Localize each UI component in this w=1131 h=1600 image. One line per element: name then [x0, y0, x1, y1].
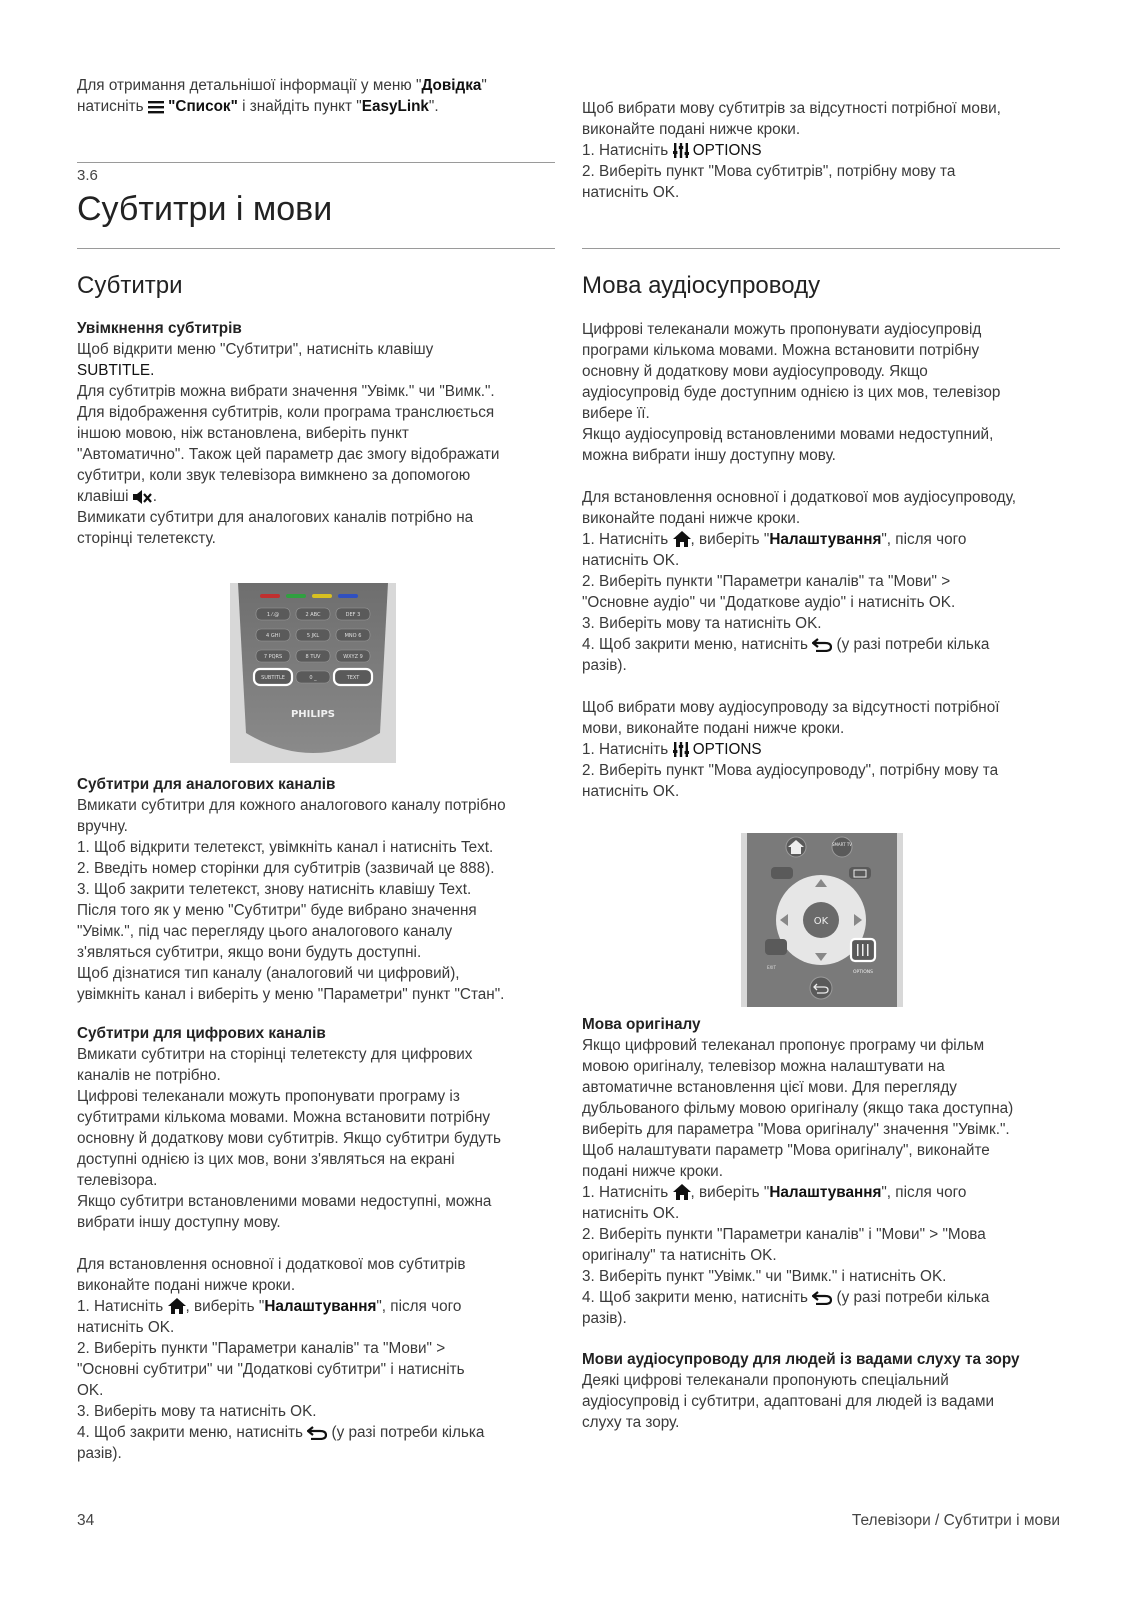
remote-subtitle-image [230, 583, 396, 763]
au-line-back: 4. Щоб закрити меню, натисніть (у разі потреби кілька [582, 636, 990, 653]
s1-line: іншою мовою, ніж встановлена, виберіть пункт [77, 425, 409, 442]
s3-line: основну й додаткову мови субтитрів. Якщо субтитри будуть [77, 1130, 502, 1147]
s3-line-home: 1. Натисніть , виберіть "Налаштування", після чого [77, 1298, 462, 1315]
remote-key-label: 8 TUV [305, 654, 321, 660]
intro-line-2: натисніть "Список" і знайдіть пункт "EasyLink". [77, 98, 439, 115]
or-line-home: 1. Натисніть , виберіть "Налаштування", після чого [582, 1184, 967, 1201]
s2-line: вручну. [77, 818, 128, 835]
remote-key-label: 2 ABC [305, 612, 321, 618]
s3-line: Для встановлення основної і додаткової мов субтитрів [77, 1256, 466, 1273]
footer-breadcrumb: Телевізори / Субтитри і мови [851, 1512, 1060, 1529]
remote-key-label: 7 PQRS [263, 654, 283, 660]
s3-line: вибрати іншу доступну мову. [77, 1214, 281, 1231]
remote-key-label: 1 ⁄.@ [266, 612, 280, 618]
au-line: натисніть OK. [582, 783, 680, 800]
au-line: можна вибрати іншу доступну мову. [582, 447, 836, 464]
s3-line: "Основні субтитри" чи "Додаткові субтитри" і натисніть [77, 1361, 465, 1378]
or-line: мовою оригіналу, телевізор можна налаштувати на [582, 1058, 945, 1075]
section-rule-top [77, 162, 555, 163]
remote-key-label: DEF 3 [345, 612, 361, 618]
remote-key-label: 5 JKL [306, 633, 320, 639]
s2-line: 3. Щоб закрити телетекст, знову натисніть клавішу Text. [77, 881, 472, 898]
s2-line: 1. Щоб відкрити телетекст, увімкніть канал і натисніть Text. [77, 839, 494, 856]
s3-line: доступні однією із цих мов, вони з'являться на екрані [77, 1151, 455, 1168]
or-line: дубльованого фільму мовою оригіналу (якщо така доступна) [582, 1100, 1014, 1117]
or-line: разів). [582, 1310, 627, 1327]
s2-line: з'являться субтитри, якщо вони будуть доступні. [77, 944, 422, 961]
au-line: Для встановлення основної і додаткової мов аудіосупроводу, [582, 489, 1016, 506]
au-line: вибере її. [582, 405, 650, 422]
digital-subtitles-title: Субтитри для цифрових каналів [77, 1025, 326, 1042]
back-icon [812, 1291, 832, 1305]
s1-line: Щоб відкрити меню "Субтитри", натисніть клавішу [77, 341, 434, 358]
s2-line: увімкніть канал і виберіть у меню "Параметри" пункт "Стан". [77, 986, 505, 1003]
s1-line: Для відображення субтитрів, коли програма транслюється [77, 404, 495, 421]
au-line: 2. Виберіть пункти "Параметри каналів" та "Мови" > [582, 573, 951, 590]
au-line-home: 1. Натисніть , виберіть "Налаштування", після чого [582, 531, 967, 548]
s3-line: Вмикати субтитри на сторінці телетексту для цифрових [77, 1046, 473, 1063]
back-icon [812, 638, 832, 652]
s1-line-mute: клавіші . [77, 488, 157, 505]
or-line: виберіть для параметра "Мова оригіналу" значення "Увімк.". [582, 1121, 1010, 1138]
au-line: мови, виконайте подані нижче кроки. [582, 720, 845, 737]
au-line: 3. Виберіть мову та натисніть OK. [582, 615, 822, 632]
imp-line: слуху та зору. [582, 1414, 680, 1431]
s1-line: сторінці телетексту. [77, 530, 216, 547]
s3-line: субтитрами кількома мовами. Можна встановити потрібну [77, 1109, 491, 1126]
original-language-title: Мова оригіналу [582, 1016, 701, 1033]
or-line-back: 4. Щоб закрити меню, натисніть (у разі потреби кілька [582, 1289, 990, 1306]
s2-line: "Увімк.", під час перегляду цього аналогового каналу [77, 923, 453, 940]
au-line-options: 1. Натисніть OPTIONS [582, 741, 762, 758]
s2-line: 2. Введіть номер сторінки для субтитрів (зазвичай це 888). [77, 860, 495, 877]
au-line: основну й додаткову мови аудіосупроводу. Якщо [582, 363, 928, 380]
right-rule [582, 248, 1060, 249]
imp-line: Деякі цифрові телеканали пропонують спеціальний [582, 1372, 949, 1389]
subtitles-on-title: Увімкнення субтитрів [77, 320, 242, 337]
s2-line: Щоб дізнатися тип каналу (аналоговий чи цифровий), [77, 965, 460, 982]
s3-line: 2. Виберіть пункти "Параметри каналів" та "Мови" > [77, 1340, 446, 1357]
au-line: натисніть OK. [582, 552, 680, 569]
rt-line: виконайте подані нижче кроки. [582, 121, 801, 138]
or-line: оригіналу" та натисніть OK. [582, 1247, 777, 1264]
or-line: подані нижче кроки. [582, 1163, 723, 1180]
heading-subtitles: Субтитри [77, 272, 183, 299]
au-line: аудіосупровід буде доступним однією із цих мов, телевізор [582, 384, 1001, 401]
or-line: автоматичне встановлення цієї мови. Для перегляду [582, 1079, 957, 1096]
s3-line: Якщо субтитри встановленими мовами недоступні, можна [77, 1193, 492, 1210]
s2-line: Вмикати субтитри для кожного аналогового каналу потрібно [77, 797, 506, 814]
s1-line: SUBTITLE. [77, 362, 155, 379]
list-icon [148, 100, 164, 114]
home-icon [168, 1298, 186, 1314]
section-rule-bottom [77, 248, 555, 249]
or-line: 3. Виберіть пункт "Увімк." чи "Вимк." і натисніть OK. [582, 1268, 947, 1285]
s1-line: "Автоматично". Також цей параметр дає змогу відображати [77, 446, 500, 463]
page-number: 34 [77, 1512, 95, 1529]
section-number: 3.6 [77, 167, 98, 184]
home-icon [673, 1184, 691, 1200]
ok-key-label: OK [813, 916, 829, 927]
or-line: натисніть OK. [582, 1205, 680, 1222]
heading-audio-language: Мова аудіосупроводу [582, 272, 821, 299]
options-icon [673, 143, 689, 158]
remote-options-image [741, 833, 903, 1007]
or-line: Щоб налаштувати параметр "Мова оригіналу", виконайте [582, 1142, 990, 1159]
s1-line: Вимикати субтитри для аналогових каналів потрібно на [77, 509, 474, 526]
au-line: Цифрові телеканали можуть пропонувати аудіосупровід [582, 321, 982, 338]
s3-line: виконайте подані нижче кроки. [77, 1277, 296, 1294]
section-title: Субтитри і мови [77, 190, 333, 228]
rt-line: натисніть OK. [582, 184, 680, 201]
s3-line: каналів не потрібно. [77, 1067, 221, 1084]
or-line: 2. Виберіть пункти "Параметри каналів" і "Мови" > "Мова [582, 1226, 986, 1243]
rt-line-options: 1. Натисніть OPTIONS [582, 142, 762, 159]
rt-line: 2. Виберіть пункт "Мова субтитрів", потрібну мову та [582, 163, 956, 180]
au-line: "Основне аудіо" чи "Додаткове аудіо" і натисніть OK. [582, 594, 956, 611]
remote-key-label: TEXT [346, 675, 360, 681]
analog-subtitles-title: Субтитри для аналогових каналів [77, 776, 336, 793]
remote-key-label: MNO 6 [344, 633, 362, 639]
intro-line-1: Для отримання детальнішої інформації у меню "Довідка" [77, 77, 487, 94]
s3-line: натисніть OK. [77, 1319, 175, 1336]
impaired-audio-title: Мови аудіосупроводу для людей із вадами слуху та зору [582, 1351, 1020, 1368]
s3-line: Цифрові телеканали можуть пропонувати програму із [77, 1088, 460, 1105]
s3-line: телевізора. [77, 1172, 158, 1189]
options-icon [673, 742, 689, 757]
au-line: програми кількома мовами. Можна встановити потрібну [582, 342, 980, 359]
remote-key-label: 0 _ [309, 675, 317, 681]
s1-line: субтитри, коли звук телевізора вимкнено за допомогою [77, 467, 471, 484]
s3-line: 3. Виберіть мову та натисніть OK. [77, 1403, 317, 1420]
s3-line-back: 4. Щоб закрити меню, натисніть (у разі потреби кілька [77, 1424, 485, 1441]
imp-line: аудіосупровід і субтитри, адаптовані для людей із вадами [582, 1393, 995, 1410]
au-line: Якщо аудіосупровід встановленими мовами недоступний, [582, 426, 994, 443]
s3-line: OK. [77, 1382, 104, 1399]
au-line: 2. Виберіть пункт "Мова аудіосупроводу", потрібну мову та [582, 762, 999, 779]
options-key-label: OPTIONS [852, 970, 874, 975]
remote-key-label: SUBTITLE [261, 675, 285, 681]
au-line: Щоб вибрати мову аудіосупроводу за відсутності потрібної [582, 699, 1000, 716]
au-line: разів). [582, 657, 627, 674]
remote-key-label: WXYZ 9 [343, 654, 363, 660]
exit-key-label: EXIT [767, 965, 776, 970]
smart-tv-label: SMART TV [831, 842, 853, 847]
s3-line: разів). [77, 1445, 122, 1462]
remote-brand: PHILIPS [290, 709, 336, 720]
rt-line: Щоб вибрати мову субтитрів за відсутності потрібної мови, [582, 100, 1001, 117]
mute-icon [133, 490, 153, 504]
s2-line: Після того як у меню "Субтитри" буде вибрано значення [77, 902, 477, 919]
remote-key-label: 4 GHI [266, 633, 280, 639]
s1-line: Для субтитрів можна вибрати значення "Увімк." чи "Вимк.". [77, 383, 495, 400]
home-icon [673, 531, 691, 547]
or-line: Якщо цифровий телеканал пропонує програму чи фільм [582, 1037, 985, 1054]
back-icon [307, 1426, 327, 1440]
au-line: виконайте подані нижче кроки. [582, 510, 801, 527]
